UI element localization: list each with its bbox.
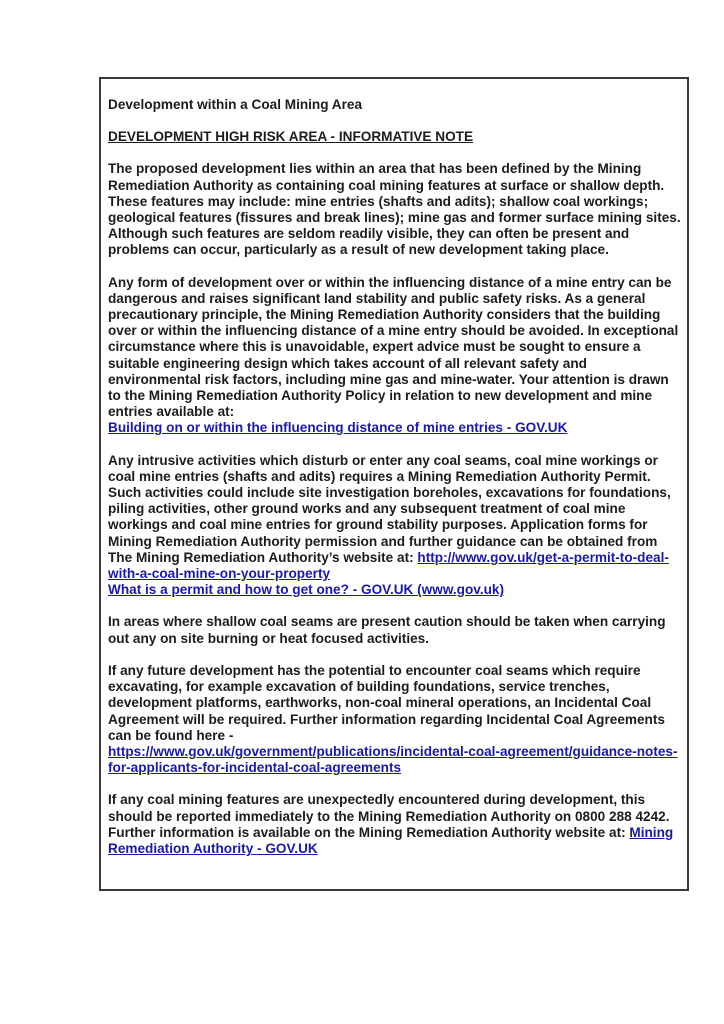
mine-entries-policy-link[interactable]: Building on or within the influencing distance of mine entries - GOV.UK [108, 420, 568, 436]
document-subtitle: DEVELOPMENT HIGH RISK AREA - INFORMATIVE NOTE [108, 129, 474, 145]
paragraph-coal-mining-features [108, 161, 681, 258]
paragraph-text: Any intrusive activities which disturb or enter any coal seams, coal mine workings or coal mine entries (shafts and adits) requires a Mining Remediation Authority Permit. Such activities could include site investigation boreholes, excavations for foundations, piling activities, other ground works and any subsequent treatment of coal mine workings and coal mine entries for ground stability purposes. Application forms for Mining Remediation Authority permission and further guidance can be obtained from The Mining Remediation Authority’s website at: [108, 452, 671, 565]
paragraph-text: In areas where shallow coal seams are present caution should be taken when carrying out any on site burning or heat focused activities. [108, 614, 666, 646]
paragraph-report-features [108, 792, 681, 857]
paragraph-burning-caution [108, 614, 681, 646]
paragraph-text: If any future development has the potential to encounter coal seams which require excavating, for example excavation of building foundations, service trenches, development platforms, earthworks, non-coal mineral operations, an Incidental Coal Agreement will be required. Further information regarding Incidental Coal Agreements can be found here - [108, 662, 665, 743]
mining-remediation-authority-link[interactable]: Mining Remediation Authority - GOV.UK [108, 824, 674, 856]
paragraph-permit [108, 453, 681, 599]
incidental-coal-agreement-link[interactable]: https://www.gov.uk/government/publications/incidental-coal-agreement/guidance-notes-for-applicants-for-incidental-coal-agreements [108, 743, 678, 776]
paragraph-text: If any coal mining features are unexpectedly encountered during development, this should be reported immediately to the Mining Remediation Authority on 0800 288 4242. Further information is available on the Mining Remediation Authority website at: [108, 792, 670, 840]
paragraph-mine-entry-risk [108, 275, 681, 437]
what-is-a-permit-link[interactable]: What is a permit and how to get one? - GOV.UK (www.gov.uk) [108, 582, 504, 598]
document-title: Development within a Coal Mining Area [108, 97, 363, 112]
paragraph-text: The proposed development lies within an area that has been defined by the Mining Remediation Authority as containing coal mining features at surface or shallow depth. These features may include: mine entries (shafts and adits); shallow coal workings; geological features (fissures and break lines); mine gas and former surface mining sites. Although such features are seldom readily visible, they can often be present and problems can occur, particularly as a result of new development taking place. [108, 161, 681, 258]
paragraph-incidental-coal-agreement [108, 663, 681, 776]
permit-url-link[interactable]: http://www.gov.uk/get-a-permit-to-deal-with-a-coal-mine-on-your-property [108, 549, 669, 582]
paragraph-text: Any form of development over or within the influencing distance of a mine entry can be dangerous and raises significant land stability and public safety risks. As a general precautionary principle, the Mining Remediation Authority considers that the building over or within the influencing distance of a mine entry should be avoided. In exceptional circumstance where this is unavoidable, expert advice must be sought to ensure a suitable engineering design which takes account of all relevant safety and environmental risk factors, including mine gas and mine-water. Your attention is drawn to the Mining Remediation Authority Policy in relation to new development and mine entries available at: [108, 274, 679, 420]
informative-note-box [99, 77, 689, 891]
